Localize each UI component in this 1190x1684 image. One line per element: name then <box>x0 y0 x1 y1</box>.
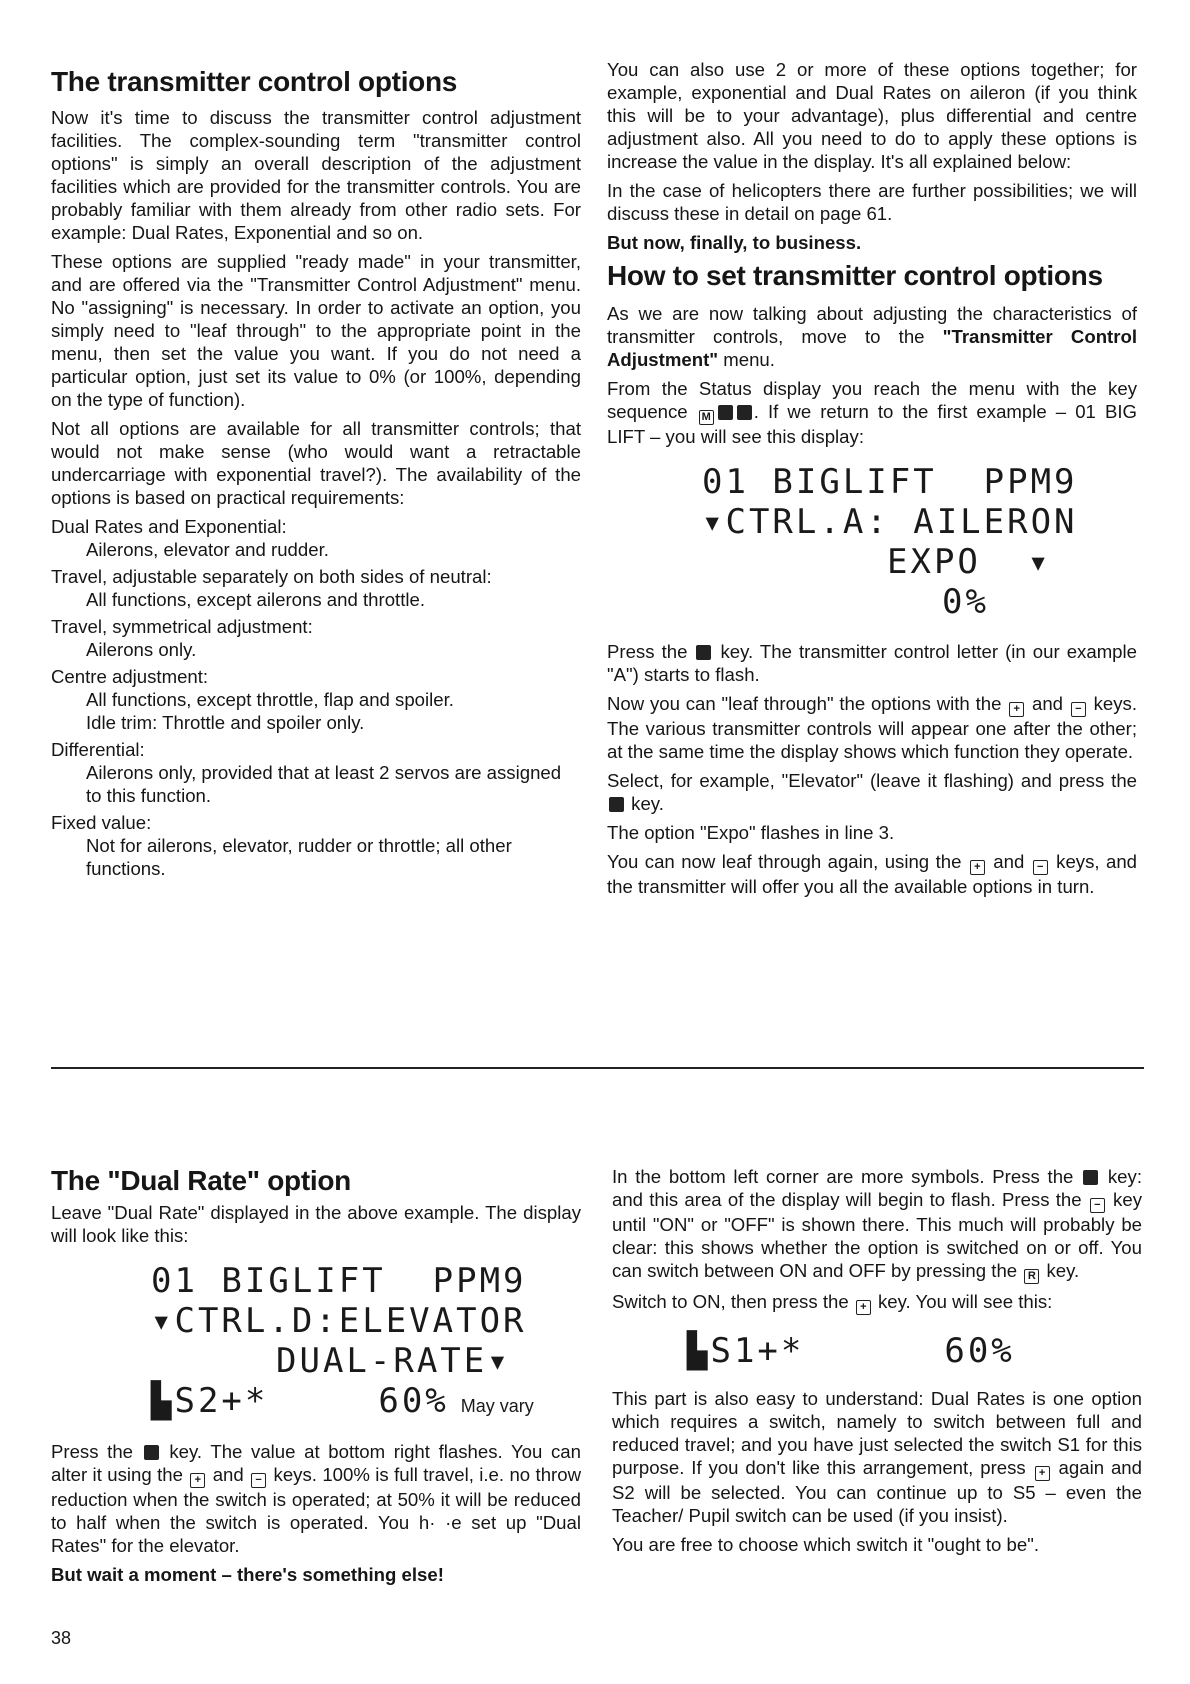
list-desc: All functions, except ailerons and throttle. <box>86 589 426 610</box>
list-term: Differential: <box>51 739 145 760</box>
left-key-icon <box>1083 1170 1098 1185</box>
paragraph: From the Status display you reach the menu with the key sequence M . If we return to the first example – 01 BIG LIFT – you will see this display: <box>607 378 1138 447</box>
list-term: Travel, adjustable separately on both sides of neutral: <box>51 566 492 587</box>
paragraph: Now it's time to discuss the transmitter control adjustment facilities. The complex-sounding term "transmitter control options" is simply an overall description of the adjustment facilities which are provided for the transmitter controls. You are probably familiar with them already from other radio sets. For example: Dual Rates, Exponential and so on. <box>51 107 581 243</box>
section-dual-rate-option <box>51 1165 581 1592</box>
down-key-icon <box>718 405 733 420</box>
paragraph: This part is also easy to understand: Dual Rates is one option which requires a switch, namely to switch between full and reduced travel; and you have just selected the switch S1 for this purpose. If you don't like this arrangement, press + again and S2 will be selected. You can continue up to S5 – even the Teacher/ Pupil switch can be used (if you insist). <box>612 1388 1142 1526</box>
paragraph: Press the key. The transmitter control letter (in our example "A") starts to flash. <box>607 641 1137 685</box>
minus-key-icon: − <box>1033 860 1048 875</box>
list-desc: Ailerons only. <box>86 639 197 660</box>
minus-key-icon: − <box>1090 1198 1105 1213</box>
m-key-icon: M <box>699 410 714 425</box>
list-term: Travel, symmetrical adjustment: <box>51 616 313 637</box>
paragraph: In the case of helicopters there are further possibilities; we will discuss these in detail on page 61. <box>607 180 1137 224</box>
list-term: Dual Rates and Exponential: <box>51 516 287 537</box>
list-desc: Not for ailerons, elevator, rudder or throttle; all other functions. <box>86 835 512 879</box>
up-key-icon <box>144 1445 159 1460</box>
section-transmitter-control-options <box>51 58 581 880</box>
paragraph: Not all options are available for all transmitter controls; that would not make sense (who would want a retractable undercarriage with exponential travel?). The availability of the options is based on practical requirements: <box>51 418 581 508</box>
plus-key-icon: + <box>856 1300 871 1315</box>
section-dual-rate-switch <box>612 1165 1142 1562</box>
options-availability-list <box>51 515 581 880</box>
paragraph: You can now leaf through again, using the + and − keys, and the transmitter will offer you all the available options in turn. <box>607 851 1137 897</box>
up-key-icon <box>696 645 711 660</box>
list-desc: Ailerons, elevator and rudder. <box>86 539 329 560</box>
list-desc: All functions, except throttle, flap and spoiler. <box>86 689 454 710</box>
lcd-display-expo: 01 BIGLIFT PPM9 ▾CTRL.A: AILERON EXPO ▾ 0% <box>702 462 1078 622</box>
paragraph-bold: But now, finally, to business. <box>607 232 862 253</box>
paragraph: Select, for example, "Elevator" (leave it flashing) and press the key. <box>607 770 1137 814</box>
plus-key-icon: + <box>970 860 985 875</box>
heading-dual-rate-option: The "Dual Rate" option <box>51 1165 351 1196</box>
plus-key-icon: + <box>1009 702 1024 717</box>
section-how-to-set <box>607 58 1137 904</box>
lcd-display-dual-rate: 01 BIGLIFT PPM9 ▾CTRL.D:ELEVATOR DUAL-RATE▾ ▙S2+* 60% May vary <box>151 1261 534 1421</box>
paragraph: Leave "Dual Rate" displayed in the above example. The display will look like this: <box>51 1202 581 1246</box>
down-key-icon <box>737 405 752 420</box>
heading-transmitter-control-options: The transmitter control options <box>51 66 458 97</box>
down-key-icon <box>609 797 624 812</box>
plus-key-icon: + <box>190 1473 205 1488</box>
paragraph: Switch to ON, then press the + key. You will see this: <box>612 1291 1053 1313</box>
plus-key-icon: + <box>1035 1466 1050 1481</box>
list-term: Fixed value: <box>51 812 152 833</box>
list-term: Centre adjustment: <box>51 666 209 687</box>
paragraph: These options are supplied "ready made" in your transmitter, and are offered via the "Transmitter Control Adjustment" menu. No "assigning" is necessary. In order to activate an option, you simply need to "leaf through" to the appropriate point in the menu, then set the value you want. If you do not need a particular option, just set its value to 0% (or 100%, depending on the type of function). <box>51 251 581 410</box>
paragraph-bold: But wait a moment – there's something else! <box>51 1564 444 1585</box>
list-desc: Ailerons only, provided that at least 2 servos are assigned to this function. <box>86 762 562 806</box>
heading-how-to-set-options: How to set transmitter control options <box>607 260 1103 291</box>
section-divider <box>51 1067 1144 1069</box>
minus-key-icon: − <box>251 1473 266 1488</box>
paragraph: Now you can "leaf through" the options with the + and − keys. The various transmitter controls will appear one after the other; at the same time the display shows which function they operate. <box>607 693 1137 762</box>
r-key-icon: R <box>1024 1269 1039 1284</box>
paragraph: As we are now talking about adjusting the characteristics of transmitter controls, move to the "Transmitter Control Adjustment" menu. <box>607 303 1137 370</box>
list-desc: Idle trim: Throttle and spoiler only. <box>86 712 365 733</box>
may-vary-note: May vary <box>460 1396 534 1416</box>
paragraph: Press the key. The value at bottom right flashes. You can alter it using the + and − keys. 100% is full travel, i.e. no throw reduction when the switch is operated; at 50% it will be reduced to half when the switch is operated. You h· ·e set up "Dual Rates" for the elevator. <box>51 1441 581 1556</box>
paragraph: You can also use 2 or more of these options together; for example, exponential and Dual Rates on aileron (if you think this will be to your advantage), plus differential and centre adjustment also. All you need to do to apply these options is increase the value in the display. It's all explained below: <box>607 59 1137 172</box>
paragraph: The option "Expo" flashes in line 3. <box>607 822 895 843</box>
paragraph: In the bottom left corner are more symbols. Press the key: and this area of the display will begin to flash. Press the − key until "ON" or "OFF" is shown there. This much will probably be clear: this shows whether the option is switched on or off. You can switch between ON and OFF by pressing the R key. <box>612 1166 1142 1282</box>
paragraph: You are free to choose which switch it "ought to be". <box>612 1534 1039 1555</box>
minus-key-icon: − <box>1071 702 1086 717</box>
lcd-display-switch: ▙S1+* 60% <box>687 1331 1015 1371</box>
page-number: 38 <box>51 1628 72 1648</box>
